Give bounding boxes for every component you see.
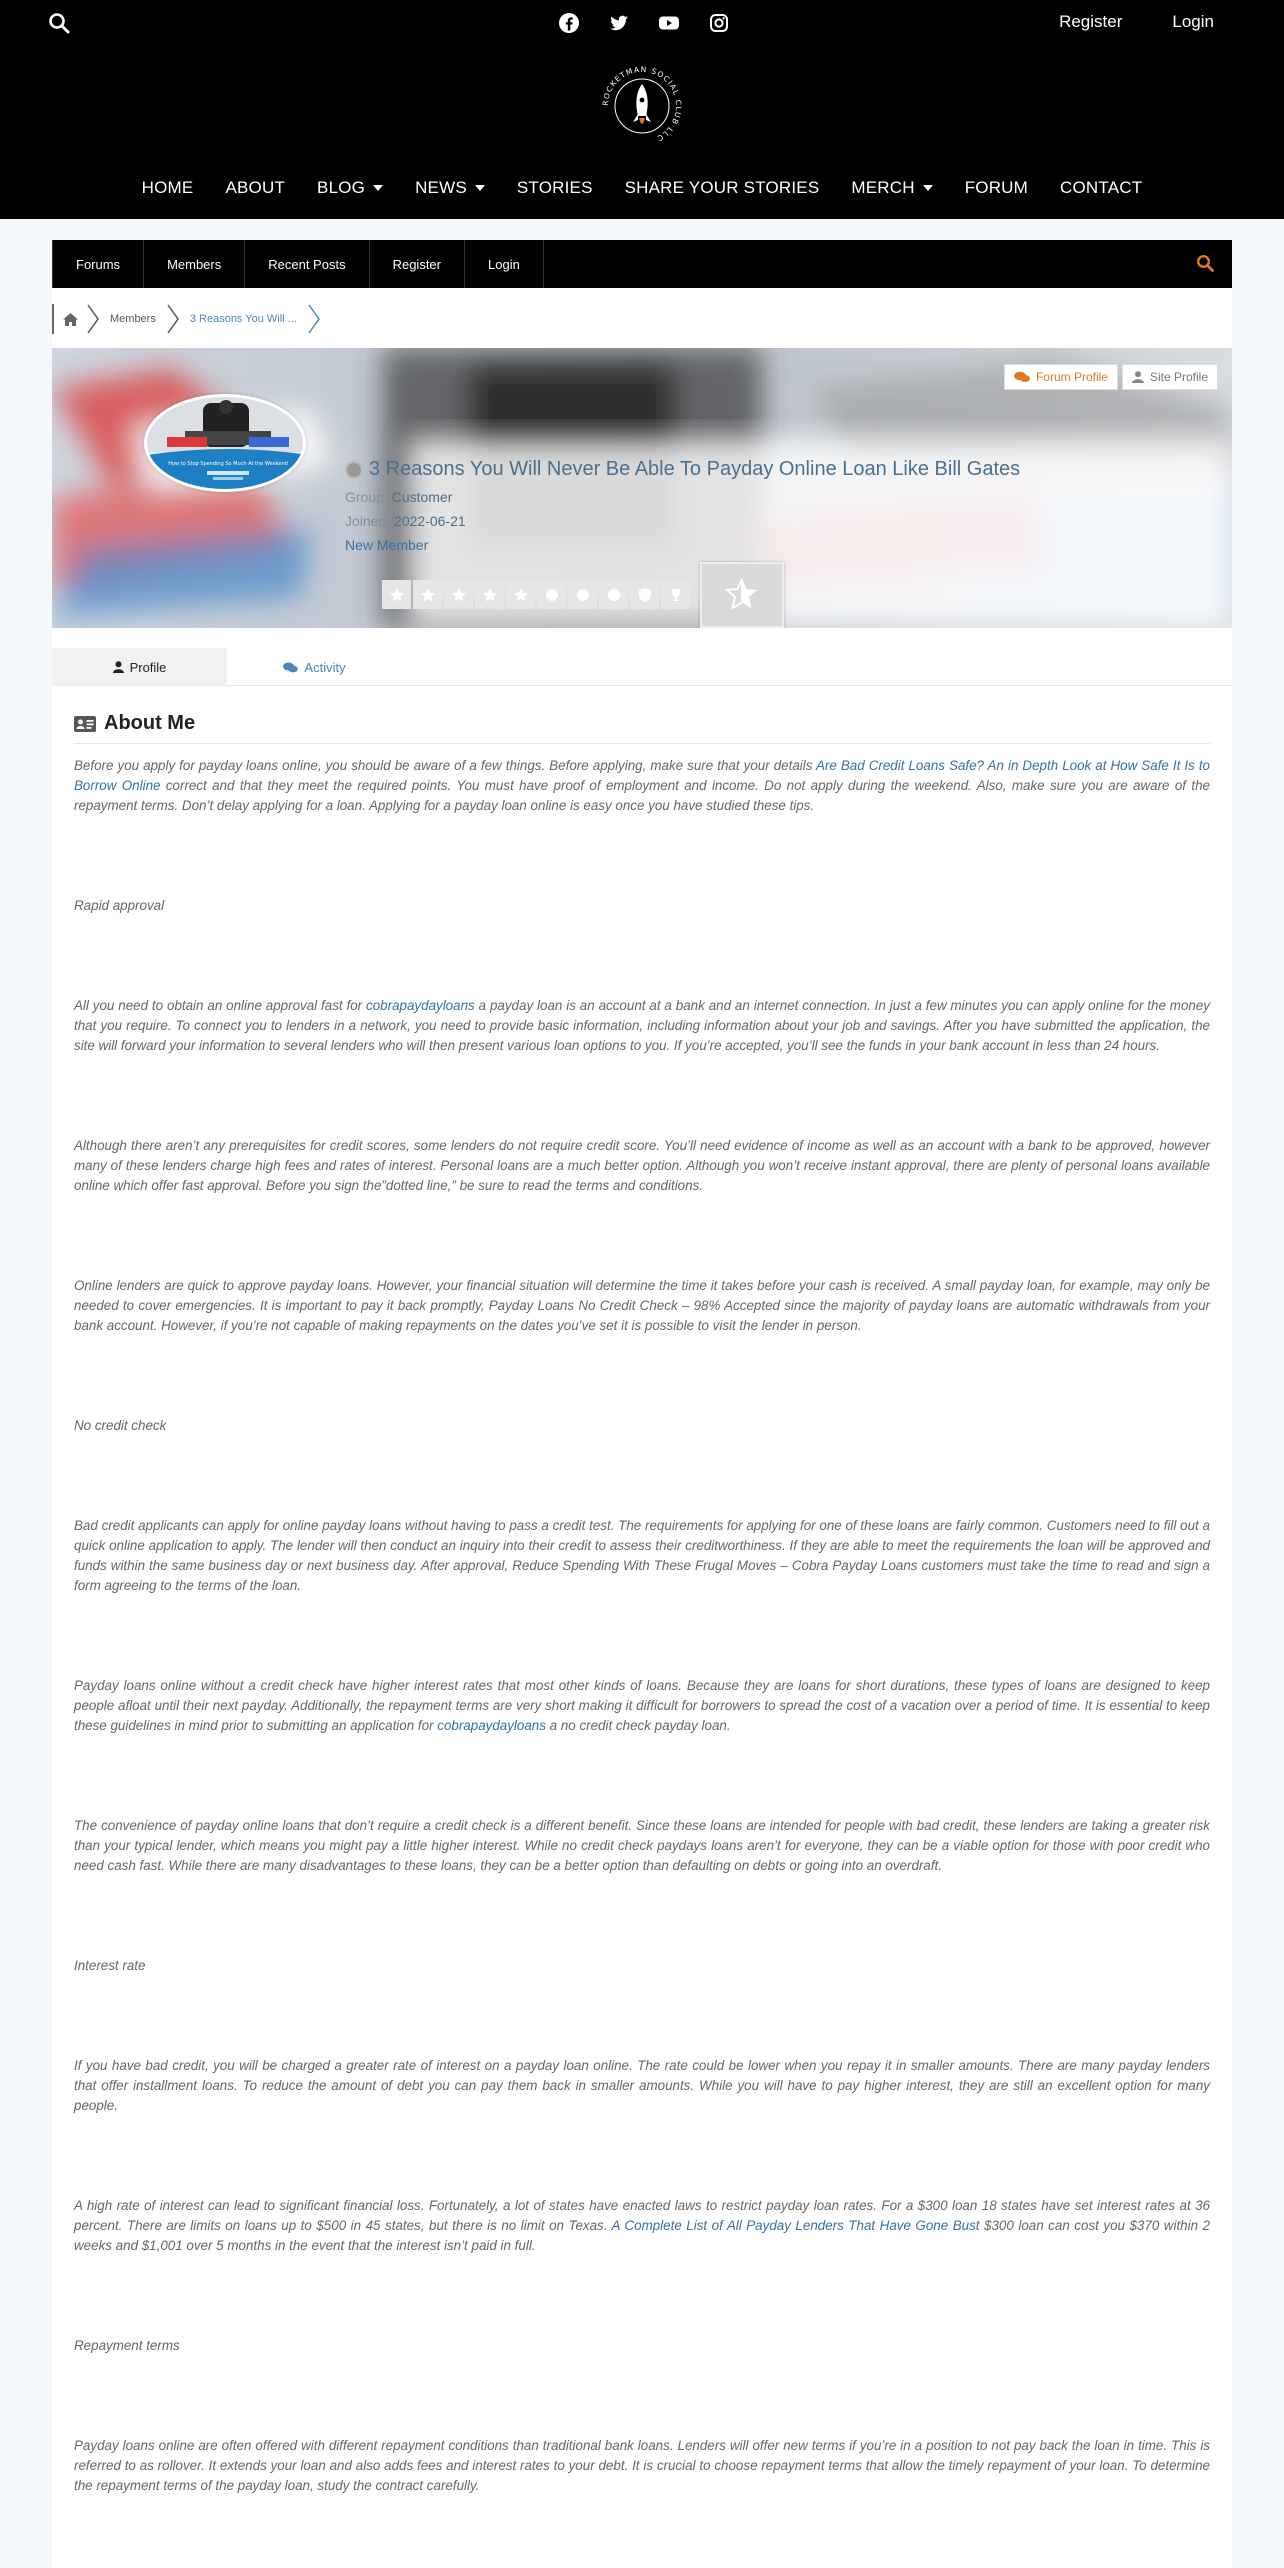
nav-home[interactable]: HOME bbox=[141, 178, 194, 197]
nav-contact[interactable]: CONTACT bbox=[1060, 178, 1143, 197]
site-logo[interactable] bbox=[598, 62, 686, 150]
breadcrumb-separator-icon bbox=[166, 304, 180, 334]
about-inline-link[interactable]: cobrapaydayloans bbox=[437, 1718, 546, 1733]
about-inline-link[interactable]: Are Bad Credit Loans Safe? An in Depth Look at How Safe It Is to Borrow Online bbox=[74, 758, 1211, 793]
about-paragraph: Payday loans online are often offered with different repayment conditions than traditional bank loans. Lenders will offer new terms if you’re in a position to not pay back the loan in time. This is referred to as rollover. It extends your loan and also adds fees and interest rates to your debt. It is crucial to choose repayment terms that allow the timely repayment of your loan. To determine the repayment terms of the payday loan, study the contract carefully. bbox=[74, 2438, 1210, 2493]
star-half-icon bbox=[722, 575, 762, 615]
about-paragraph: Although there aren’t any prerequisites for credit scores, some lenders do not require credit score. You’ll need evidence of income as well as an account with a bank to be approved, however many of these lenders charge high fees and rates of interest. Personal loans are a much better option. Although you won’t receive instant approval, there are plenty of personal loans available online which offer fast approval. Before you sign the”dotted line,” be sure to read the terms and conditions. bbox=[74, 1138, 1210, 1193]
about-paragraph: Bad credit applicants can apply for online payday loans without having to pass a credit test. The requirements for applying for one of these loans are fairly common. Customers need to fill out a quick online application to apply. The lender will then conduct an inquiry into their credit to assess their creditworthiness. If they are able to meet the requirements the loan will be approved and funds within the same business day or next business day. After approval, Reduce Spending With These Frugal Moves – Cobra Payday Loans customers must take the time to read and sign a form agreeing to the terms of the loan. bbox=[74, 1518, 1210, 1593]
certificate-icon bbox=[537, 580, 566, 609]
breadcrumb-separator-icon bbox=[86, 304, 100, 334]
certificate-icon bbox=[599, 580, 628, 609]
tab-activity[interactable]: Activity bbox=[227, 648, 402, 686]
instagram-icon[interactable] bbox=[706, 10, 732, 36]
about-paragraph: The convenience of payday online loans that don’t require a credit check is a different benefit. Since these loans are intended for people with bad credit, these lenders are taking a greater risk than your typical lender, which means you might pay a little higher interest. While no credit check paydays loans aren’t for everyone, they can be a viable option for those with poor credit who need cash fast. While there are many disadvantages to these loans, they can be a better option than defaulting on debts or going into an overdraft. bbox=[74, 1818, 1210, 1873]
profile-group: Group: Customer bbox=[345, 489, 453, 505]
header-auth-links bbox=[1059, 12, 1214, 32]
about-paragraph: Before you apply for payday loans online, you should be aware of a few things. Before applying, make sure that your details Are Bad Credit Loans Safe? An in Depth Look at How Safe It Is to Borrow Online correct and that they meet the required points. You must have proof of employment and income. Do not apply during the weekend. Also, make sure you are aware of the repayment terms. Don’t delay applying for a loan. Applying for a payday loan online is easy once you have studied these tips. bbox=[74, 758, 1211, 813]
svg-text:ROCKETMAN SOCIAL CLUB LLC: ROCKETMAN SOCIAL CLUB LLC bbox=[600, 64, 684, 144]
forum-menu-forums[interactable]: Forums bbox=[52, 240, 144, 288]
certificate-icon bbox=[568, 580, 597, 609]
nav-share-your-stories[interactable]: SHARE YOUR STORIES bbox=[624, 178, 820, 197]
comments-icon bbox=[283, 662, 298, 673]
forum-menu-login[interactable]: Login bbox=[465, 240, 544, 288]
profile-content-tabs bbox=[52, 648, 1232, 686]
profile-header bbox=[52, 348, 1232, 628]
about-subheading: Repayment terms bbox=[74, 2338, 180, 2353]
breadcrumb bbox=[52, 304, 321, 334]
profile-type-switch bbox=[1004, 364, 1218, 390]
forum-search-icon[interactable] bbox=[1196, 254, 1216, 274]
site-header bbox=[0, 0, 1284, 219]
star-icon bbox=[506, 580, 535, 609]
profile-name: 3 Reasons You Will Never Be Able To Payday Online Loan Like Bill Gates bbox=[345, 458, 1020, 481]
site-profile-tab[interactable]: Site Profile bbox=[1122, 364, 1218, 390]
star-icon bbox=[444, 580, 473, 609]
about-me-body bbox=[74, 756, 1210, 2496]
avatar[interactable] bbox=[144, 394, 306, 492]
caret-down-icon bbox=[373, 185, 383, 191]
svg-text:How to Stop Spending So Much A: How to Stop Spending So Much At the Weekend bbox=[168, 461, 288, 467]
star-icon bbox=[382, 580, 411, 609]
nav-forum[interactable]: FORUM bbox=[964, 178, 1029, 197]
social-links bbox=[556, 10, 732, 36]
nav-news[interactable]: NEWS bbox=[399, 178, 501, 198]
about-subheading: Rapid approval bbox=[74, 898, 165, 913]
header-register-link[interactable]: Register bbox=[1059, 12, 1123, 31]
about-inline-link[interactable]: cobrapaydayloans bbox=[366, 998, 475, 1013]
about-me-heading: About Me bbox=[74, 712, 1210, 744]
star-icon bbox=[413, 580, 442, 609]
about-paragraph: All you need to obtain an online approval fast for cobrapaydayloans a payday loan is an account at a bank and an internet connection. In just a few minutes you can apply online for the money that you require. To connect you to lenders in a network, you need to provide basic information, including information about your job and savings. After you have submitted the application, the site will forward your information to several lenders who will then present various loan options to you. If you’re accepted, you’ll see the funds in your bank account in less than 24 hours. bbox=[74, 998, 1210, 1053]
forum-menu-register[interactable]: Register bbox=[370, 240, 465, 288]
breadcrumb-members[interactable]: Members bbox=[110, 313, 156, 325]
about-paragraph: Online lenders are quick to approve payday loans. However, your financial situation will determine the time it takes before your cash is received. A small payday loan, for example, may only be needed to cover emergencies. It is important to pay it back promptly, Payday Loans No Credit Check – 98% Accepted since the majority of payday loans are automatic withdrawals from your bank account. However, if you’re not capable of making repayments on the dates you’ve set it is possible to visit the lender in person. bbox=[74, 1278, 1210, 1333]
nav-blog[interactable]: BLOG bbox=[301, 178, 399, 198]
header-login-link[interactable]: Login bbox=[1172, 12, 1214, 31]
youtube-icon[interactable] bbox=[656, 10, 682, 36]
member-badge bbox=[700, 562, 784, 628]
about-subheading: Interest rate bbox=[74, 1958, 146, 1973]
trophy-icon bbox=[661, 580, 690, 609]
main-container bbox=[52, 240, 1232, 2568]
home-icon[interactable] bbox=[52, 304, 86, 334]
caret-down-icon bbox=[923, 185, 933, 191]
nav-stories[interactable]: STORIES bbox=[516, 178, 593, 197]
main-nav bbox=[0, 178, 1284, 198]
star-icon bbox=[475, 580, 504, 609]
profile-info bbox=[345, 458, 1020, 553]
forum-profile-tab[interactable]: Forum Profile bbox=[1004, 364, 1118, 390]
profile-joined: Joined: 2022-06-21 bbox=[345, 513, 466, 529]
forum-menu-members[interactable]: Members bbox=[144, 240, 245, 288]
user-icon bbox=[1132, 371, 1144, 383]
facebook-icon[interactable] bbox=[556, 10, 582, 36]
about-me-section bbox=[74, 712, 1210, 2496]
search-icon[interactable] bbox=[48, 12, 72, 36]
about-paragraph: If you have bad credit, you will be charged a greater rate of interest on a payday loan online. The rate could be lower when you repay it in smaller amounts. There are many payday lenders that offer installment loans. To reduce the amount of debt you can pay them back in smaller amounts. While you will have to pay higher interest, they are still an excellent option for many people. bbox=[74, 2058, 1210, 2113]
forum-menu-recent-posts[interactable]: Recent Posts bbox=[245, 240, 369, 288]
user-icon bbox=[113, 661, 124, 673]
member-title: New Member bbox=[345, 537, 429, 553]
about-inline-link[interactable]: A Complete List of All Payday Lenders That Have Gone Bust bbox=[611, 2218, 980, 2233]
nav-merch[interactable]: MERCH bbox=[835, 178, 948, 198]
breadcrumb-current: 3 Reasons You Will ... bbox=[189, 313, 297, 325]
about-paragraph: A high rate of interest can lead to significant financial loss. Fortunately, a lot of states have enacted laws to restrict payday loan rates. For a $300 loan 18 states have set interest rates at 36 percent. There are limits on loans up to $500 in 45 states, but there is no limit on Texas. A Complete List of All Payday Lenders That Have Gone Bust $300 loan can cost you $370 within 2 weeks and $1,001 over 5 months in the event that the interest isn’t paid in full. bbox=[74, 2198, 1211, 2253]
forum-menu-bar bbox=[52, 240, 1232, 288]
about-paragraph: Payday loans online without a credit check have higher interest rates that most other kinds of loans. Because they are loans for short durations, these types of loans are designed to keep people afloat until their next payday. Additionally, the repayment terms are very short making it difficult for borrowers to spread the cost of a vacation over a period of time. It is essential to keep these guidelines in mind prior to submitting an application for cobrapaydayloans a no credit check payday loan. bbox=[74, 1678, 1210, 1733]
member-rating bbox=[382, 580, 690, 609]
comments-icon bbox=[1014, 371, 1030, 383]
tab-profile[interactable]: Profile bbox=[52, 648, 227, 686]
id-card-icon bbox=[74, 716, 96, 732]
about-subheading: No credit check bbox=[74, 1418, 167, 1433]
breadcrumb-separator-icon bbox=[307, 304, 321, 334]
caret-down-icon bbox=[475, 185, 485, 191]
offline-status-icon bbox=[345, 461, 363, 479]
twitter-icon[interactable] bbox=[606, 10, 632, 36]
nav-about[interactable]: ABOUT bbox=[225, 178, 286, 197]
shield-icon bbox=[630, 580, 659, 609]
